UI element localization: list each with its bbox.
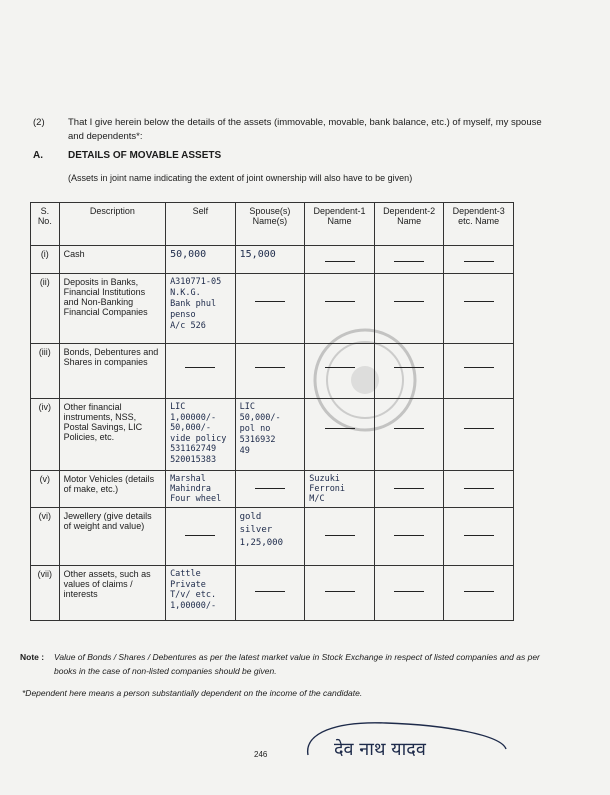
table-row — [31, 471, 514, 508]
row-self — [166, 471, 236, 508]
blank-dash — [394, 488, 424, 489]
header-self: Self — [166, 203, 236, 246]
blank-dash — [185, 535, 215, 536]
blank-dash — [464, 301, 494, 302]
row-spouse — [235, 508, 305, 566]
candidate-signature: देव नाथ यादव — [334, 739, 426, 760]
blank-dash — [325, 261, 355, 262]
row-self — [166, 274, 236, 344]
blank-dash — [394, 261, 424, 262]
blank-dash — [394, 367, 424, 368]
blank-dash — [185, 367, 215, 368]
blank-dash — [464, 535, 494, 536]
row-description: Cash — [59, 246, 165, 274]
handwritten-value: 50,000 — [170, 249, 207, 260]
row-description: Other assets, such as values of claims / interests — [59, 566, 165, 621]
row-dependent-1 — [305, 274, 375, 344]
row-sno: (iii) — [31, 344, 60, 399]
row-sno: (i) — [31, 246, 60, 274]
row-dependent-1 — [305, 566, 375, 621]
row-description: Jewellery (give details of weight and value) — [59, 508, 165, 566]
row-dependent-2 — [374, 508, 444, 566]
blank-dash — [255, 591, 285, 592]
table-header-row — [31, 203, 514, 246]
row-description: Deposits in Banks, Financial Institutions and Non-Banking Financial Companies — [59, 274, 165, 344]
handwritten-value: Suzuki Ferroni M/C — [309, 474, 346, 504]
blank-dash — [255, 367, 285, 368]
row-dependent-3 — [444, 508, 514, 566]
row-dependent-1 — [305, 471, 375, 508]
blank-dash — [394, 428, 424, 429]
note-text: Value of Bonds / Shares / Debentures as per the latest market value in Stock Exchange in respect of listed companies and as per books in the case of non-listed companies should be given. — [54, 652, 540, 676]
handwritten-value: Cattle Private T/v/ etc. 1,00000/- — [170, 569, 217, 611]
header-spouse: Spouse(s) Name(s) — [235, 203, 305, 246]
row-description: Motor Vehicles (details of make, etc.) — [59, 471, 165, 508]
row-dependent-3 — [444, 399, 514, 471]
header-dependent-2: Dependent-2 Name — [374, 203, 444, 246]
blank-dash — [394, 591, 424, 592]
blank-dash — [464, 261, 494, 262]
header-dependent-3: Dependent-3 etc. Name — [444, 203, 514, 246]
handwritten-value: LIC 50,000/- pol no 5316932 49 — [239, 402, 281, 456]
row-dependent-1 — [305, 399, 375, 471]
row-dependent-2 — [374, 566, 444, 621]
row-dependent-3 — [444, 344, 514, 399]
row-dependent-3 — [444, 471, 514, 508]
row-self — [166, 344, 236, 399]
handwritten-value: A310771-05 N.K.G. Bank phul penso A/c 526 — [170, 277, 222, 331]
header-description: Description — [59, 203, 165, 246]
blank-dash — [464, 367, 494, 368]
row-spouse — [235, 566, 305, 621]
row-dependent-2 — [374, 471, 444, 508]
section-letter: A. — [33, 150, 43, 161]
blank-dash — [325, 367, 355, 368]
header-dependent-1: Dependent-1 Name — [305, 203, 375, 246]
handwritten-value: 15,000 — [239, 249, 276, 260]
row-spouse — [235, 344, 305, 399]
intro-number: (2) — [33, 117, 45, 128]
row-dependent-2 — [374, 399, 444, 471]
row-dependent-2 — [374, 344, 444, 399]
dependent-definition: *Dependent here means a person substantially dependent on the income of the candidate. — [22, 688, 363, 698]
row-sno: (iv) — [31, 399, 60, 471]
row-self — [166, 246, 236, 274]
handwritten-value: LIC 1,00000/- 50,000/- vide policy 531162749 520015383 — [170, 402, 227, 465]
table-row — [31, 274, 514, 344]
section-subtitle: (Assets in joint name indicating the extent of joint ownership will also have to be given) — [68, 173, 413, 183]
row-dependent-2 — [374, 246, 444, 274]
table-row — [31, 344, 514, 399]
page-number: 246 — [254, 750, 268, 759]
handwritten-value: gold silver 1,25,000 — [239, 512, 283, 548]
table-row — [31, 508, 514, 566]
row-dependent-3 — [444, 274, 514, 344]
blank-dash — [394, 301, 424, 302]
header-sno: S. No. — [31, 203, 60, 246]
row-sno: (vii) — [31, 566, 60, 621]
row-dependent-1 — [305, 246, 375, 274]
row-description: Bonds, Debentures and Shares in companies — [59, 344, 165, 399]
row-self — [166, 508, 236, 566]
handwritten-value: Marshal Mahindra Four wheel — [170, 474, 222, 504]
blank-dash — [464, 488, 494, 489]
row-spouse — [235, 471, 305, 508]
row-dependent-3 — [444, 566, 514, 621]
row-dependent-3 — [444, 246, 514, 274]
row-description: Other financial instruments, NSS, Postal Savings, LIC Policies, etc. — [59, 399, 165, 471]
blank-dash — [325, 535, 355, 536]
blank-dash — [325, 301, 355, 302]
row-spouse — [235, 274, 305, 344]
blank-dash — [255, 301, 285, 302]
row-sno: (vi) — [31, 508, 60, 566]
table-row — [31, 566, 514, 621]
row-dependent-1 — [305, 508, 375, 566]
intro-text: That I give herein below the details of the assets (immovable, movable, bank balance, etc.) of myself, my spouse and dependents*: — [68, 117, 542, 142]
row-sno: (v) — [31, 471, 60, 508]
blank-dash — [325, 428, 355, 429]
row-dependent-2 — [374, 274, 444, 344]
row-self — [166, 399, 236, 471]
row-dependent-1 — [305, 344, 375, 399]
row-sno: (ii) — [31, 274, 60, 344]
blank-dash — [464, 428, 494, 429]
row-self — [166, 566, 236, 621]
movable-assets-table — [30, 202, 514, 621]
blank-dash — [255, 488, 285, 489]
row-spouse — [235, 399, 305, 471]
blank-dash — [464, 591, 494, 592]
blank-dash — [325, 591, 355, 592]
table-row — [31, 246, 514, 274]
blank-dash — [394, 535, 424, 536]
section-title: DETAILS OF MOVABLE ASSETS — [68, 150, 222, 161]
table-row — [31, 399, 514, 471]
note-label: Note : — [20, 652, 45, 662]
row-spouse — [235, 246, 305, 274]
